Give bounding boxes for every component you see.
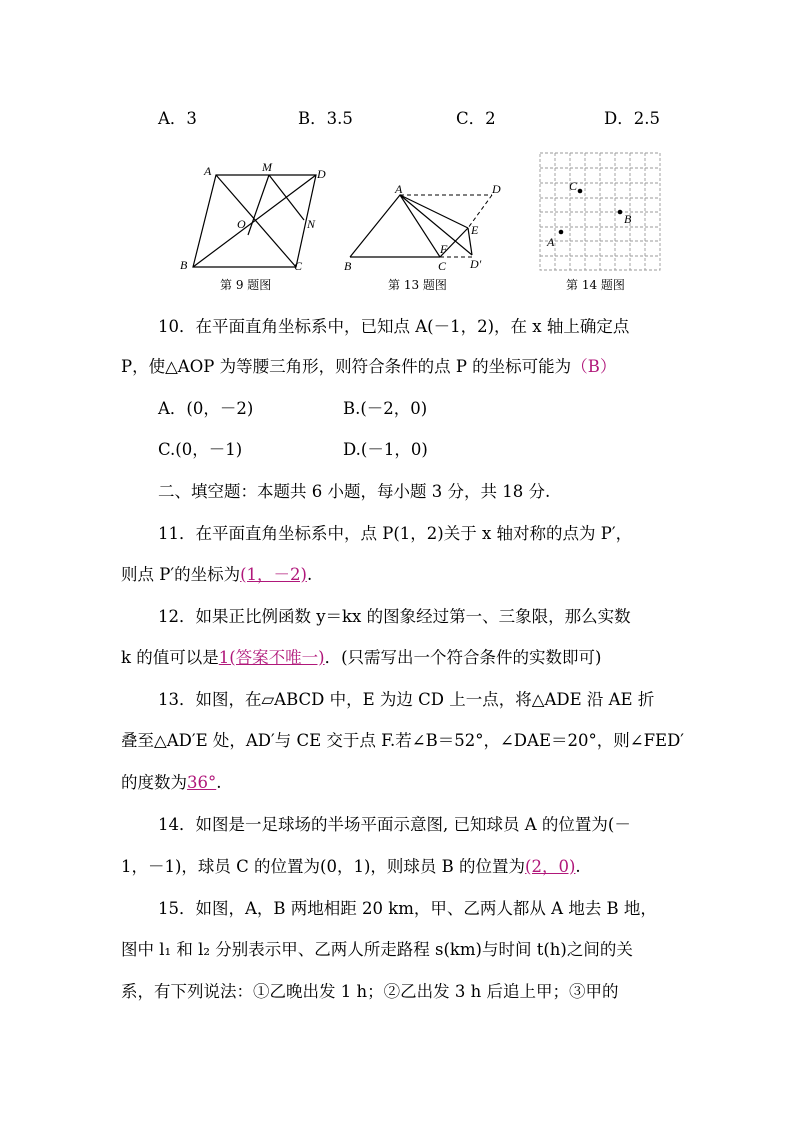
svg-text:A: A bbox=[204, 164, 212, 178]
q11-answer: (1，－2) bbox=[240, 565, 307, 584]
q13-line1: 13．如图，在▱ABCD 中，E 为边 CD 上一点，将△ADE 沿 AE 折 bbox=[158, 690, 655, 709]
q10-option-d: D.(－1，0) bbox=[343, 440, 428, 459]
q12-line2: k 的值可以是1(答案不唯一)．(只需写出一个符合条件的实数即可) bbox=[121, 648, 602, 667]
q10-option-b: B.(－2，0) bbox=[343, 399, 428, 418]
q9-option-d: D．2.5 bbox=[604, 109, 660, 128]
figure-9-diagram bbox=[176, 150, 336, 270]
q14-line1: 14．如图是一足球场的半场平面示意图, 已知球员 A 的位置为(－ bbox=[158, 815, 631, 834]
q14-line2: 1，－1)，球员 C 的位置为(0，1)，则球员 B 的位置为(2，0). bbox=[121, 857, 581, 876]
svg-text:A: A bbox=[395, 182, 403, 196]
svg-text:D′: D′ bbox=[470, 257, 482, 271]
figure-9-caption: 第 9 题图 bbox=[220, 278, 272, 292]
svg-text:N: N bbox=[307, 217, 316, 231]
figure-14-caption: 第 14 题图 bbox=[566, 278, 625, 292]
q10-line1: 10．在平面直角坐标系中，已知点 A(－1，2)，在 x 轴上确定点 bbox=[158, 317, 630, 336]
q10-line2: P，使△AOP 为等腰三角形，则符合条件的点 P 的坐标可能为（B） bbox=[121, 357, 617, 376]
q9-option-c: C．2 bbox=[456, 109, 496, 128]
svg-text:B: B bbox=[180, 258, 188, 270]
q13-line2: 叠至△AD′E 处，AD′与 CE 交于点 F.若∠B＝52°，∠DAE＝20°，则∠FED′ bbox=[121, 731, 685, 750]
figure-13-diagram bbox=[342, 150, 512, 272]
q13-answer: 36° bbox=[187, 773, 217, 792]
svg-text:D: D bbox=[492, 182, 501, 196]
svg-text:C: C bbox=[438, 259, 447, 272]
q10-option-c: C.(0，－1) bbox=[158, 440, 243, 459]
figure-14 bbox=[536, 150, 666, 290]
svg-text:C: C bbox=[569, 179, 578, 193]
q10-answer: （B） bbox=[571, 357, 617, 376]
section-2-heading: 二、填空题：本题共 6 小题，每小题 3 分，共 18 分. bbox=[158, 482, 551, 501]
svg-text:M: M bbox=[262, 160, 272, 174]
q15-line3: 系，有下列说法：①乙晚出发 1 h；②乙出发 3 h 后追上甲；③甲的 bbox=[121, 982, 619, 1001]
q10-option-a: A．(0，－2) bbox=[158, 399, 254, 418]
svg-text:C: C bbox=[294, 259, 303, 270]
q9-option-b: B．3.5 bbox=[298, 109, 353, 128]
q15-line1: 15．如图，A，B 两地相距 20 km，甲、乙两人都从 A 地去 B 地， bbox=[158, 899, 657, 918]
q12-line1: 12．如果正比例函数 y＝kx 的图象经过第一、三象限，那么实数 bbox=[158, 607, 631, 626]
svg-text:O: O bbox=[237, 217, 246, 231]
q14-answer: (2，0) bbox=[525, 857, 576, 876]
figure-13 bbox=[342, 150, 512, 290]
q13-line3: 的度数为36°. bbox=[121, 773, 222, 792]
svg-text:D: D bbox=[317, 167, 326, 181]
q11-line2: 则点 P′的坐标为(1，－2). bbox=[121, 565, 313, 584]
svg-text:A: A bbox=[547, 235, 555, 249]
svg-text:B: B bbox=[624, 212, 632, 226]
svg-text:E: E bbox=[471, 223, 479, 237]
figure-9 bbox=[176, 150, 336, 290]
figure-14-grid bbox=[536, 150, 666, 272]
q9-option-a: A．3 bbox=[158, 109, 197, 128]
figure-13-caption: 第 13 题图 bbox=[388, 278, 447, 292]
q11-line1: 11．在平面直角坐标系中，点 P(1，2)关于 x 轴对称的点为 P′， bbox=[158, 524, 633, 543]
svg-text:B: B bbox=[344, 259, 352, 272]
q15-line2: 图中 l₁ 和 l₂ 分别表示甲、乙两人所走路程 s(km)与时间 t(h)之间的关 bbox=[121, 940, 633, 959]
q12-answer: 1(答案不唯一) bbox=[218, 648, 325, 667]
svg-text:F: F bbox=[440, 242, 448, 256]
